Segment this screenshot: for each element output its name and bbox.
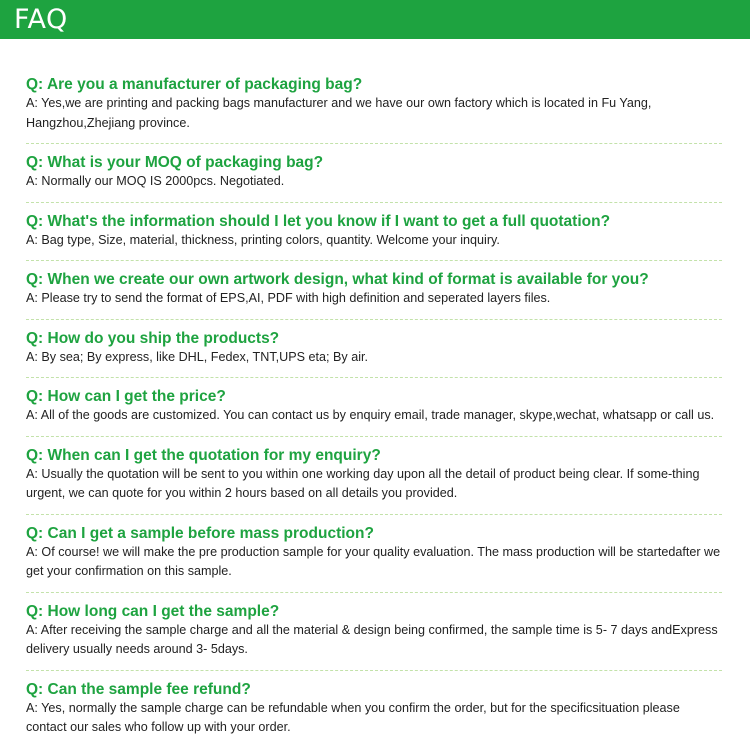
faq-answer: A: Yes,we are printing and packing bags manufacturer and we have our own factory which is located in Fu Yang, Hangzhou,Zhejiang province.: [26, 96, 652, 130]
faq-item: [26, 153, 722, 203]
faq-item: [26, 446, 722, 515]
faq-answer: A: Of course! we will make the pre production sample for your quality evaluation. The mass production will be startedafter we get your confirmation on this sample.: [26, 544, 721, 578]
faq-item: [26, 680, 722, 738]
faq-question: Q: When can I get the quotation for my enquiry?: [26, 446, 381, 464]
faq-question: Q: When we create our own artwork design, what kind of format is available for you?: [26, 271, 649, 288]
faq-question: Q: What is your MOQ of packaging bag?: [26, 154, 324, 171]
faq-question: Q: What's the information should I let you know if I want to get a full quotation?: [26, 212, 611, 230]
divider: [26, 514, 722, 515]
faq-question: Q: Are you a manufacturer of packaging bag?: [26, 76, 363, 93]
faq-item: [26, 270, 722, 320]
faq-answer: A: Normally our MOQ IS 2000pcs. Negotiated.: [26, 174, 285, 188]
faq-answer: A: All of the goods are customized. You can contact us by enquiry email, trade manager, skype,wechat, whatsapp or call us.: [26, 408, 715, 422]
faq-list: [26, 75, 722, 738]
faq-item: [26, 602, 722, 671]
divider: [26, 670, 722, 671]
faq-answer: A: By sea; By express, like DHL, Fedex, TNT,UPS eta; By air.: [26, 349, 369, 364]
divider: [26, 377, 722, 378]
divider: [26, 436, 722, 437]
faq-question: Q: How long can I get the sample?: [26, 602, 280, 620]
faq-item: [26, 75, 722, 144]
faq-item: [26, 329, 722, 379]
faq-answer: A: Yes, normally the sample charge can be refundable when you confirm the order, but for the specificsituation please contact our sales who follow up with your order.: [26, 700, 680, 734]
divider: [26, 592, 722, 593]
divider: [26, 260, 722, 261]
faq-question: Q: Can the sample fee refund?: [26, 680, 251, 698]
divider: [26, 319, 722, 320]
faq-question: Q: How do you ship the products?: [26, 329, 280, 347]
faq-header: [0, 0, 750, 39]
faq-question: Q: Can I get a sample before mass production?: [26, 524, 374, 542]
divider: [26, 143, 722, 144]
faq-answer: A: Please try to send the format of EPS,AI, PDF with high definition and seperated layers files.: [26, 291, 551, 305]
divider: [26, 202, 722, 203]
faq-item: [26, 212, 722, 262]
faq-answer: A: After receiving the sample charge and all the material & design being confirmed, the sample time is 5- 7 days andExpress delivery usually needs around 3- 5days.: [26, 622, 718, 656]
faq-answer: A: Usually the quotation will be sent to you within one working day upon all the detail of product being clear. If some-thing urgent, we can quote for you within 2 hours based on all details you provided.: [26, 466, 700, 500]
faq-answer: A: Bag type, Size, material, thickness, printing colors, quantity. Welcome your inquiry.: [26, 232, 500, 247]
faq-item: [26, 524, 722, 593]
faq-item: [26, 387, 722, 437]
page-title: FAQ: [14, 4, 68, 35]
faq-question: Q: How can I get the price?: [26, 388, 226, 405]
